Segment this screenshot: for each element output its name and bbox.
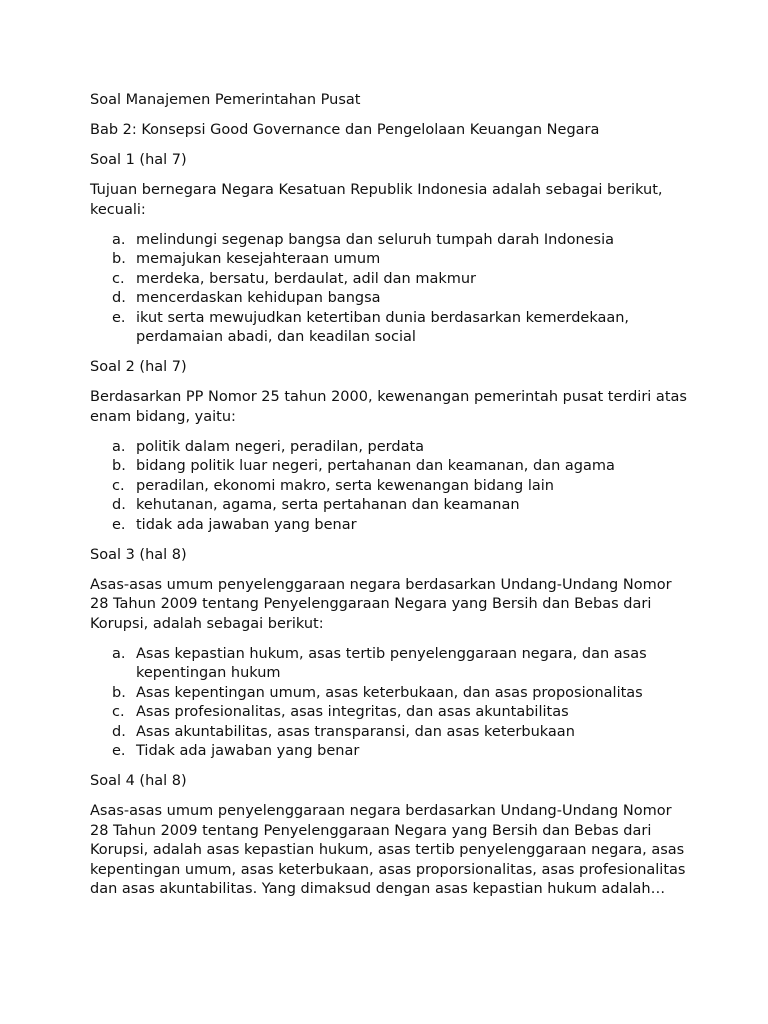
option-text: ikut serta mewujudkan ketertiban dunia berdasarkan kemerdekaan, perdamaian abadi, dan keadilan social [136,309,630,345]
option-text: merdeka, bersatu, berdaulat, adil dan makmur [136,270,476,287]
question-prompt: Asas-asas umum penyelenggaraan negara berdasarkan Undang-Undang Nomor 28 Tahun 2009 tentang Penyelenggaraan Negara yang Bersih dan Bebas dari Korupsi, adalah sebagai berikut: [90,576,672,632]
option-text: mencerdaskan kehidupan bangsa [136,290,381,306]
option-marker: d. [112,497,126,513]
option-marker: e. [112,309,126,326]
answer-option [90,703,690,723]
option-marker: b. [112,684,126,701]
option-text: peradilan, ekonomi makro, serta kewenangan bidang lain [136,477,554,494]
answer-option [90,250,690,270]
answer-option [90,231,690,251]
option-text: Asas kepentingan umum, asas keterbukaan, dan asas proposionalitas [136,684,643,701]
option-marker: c. [112,270,125,287]
answer-option [90,496,690,516]
option-text: kehutanan, agama, serta pertahanan dan keamanan [136,497,520,513]
option-marker: a. [112,645,126,662]
option-marker: a. [112,231,126,248]
option-marker: a. [112,438,126,455]
document-title: Soal Manajemen Pemerintahan Pusat [90,92,361,108]
option-text: melindungi segenap bangsa dan seluruh tumpah darah Indonesia [136,231,615,248]
option-marker: e. [112,516,126,533]
option-marker: c. [112,477,125,494]
question-prompt: Asas-asas umum penyelenggaraan negara berdasarkan Undang-Undang Nomor 28 Tahun 2009 tentang Penyelenggaraan Negara yang Bersih dan Bebas dari Korupsi, adalah asas kepastian hukum, asas tertib penyelenggaraan negara, asas kepentingan umum, asas keterbukaan, asas proporsionalitas, asas profesionalitas dan asas akuntabilitas. Yang dimaksud dengan asas kepastian hukum adalah… [90,803,686,897]
answer-option [90,723,690,743]
question-heading: Soal 4 (hal 8) [90,773,187,789]
option-text: Tidak ada jawaban yang benar [136,743,360,759]
answer-option [90,289,690,309]
answer-options [90,438,690,536]
question-heading: Soal 2 (hal 7) [90,359,187,375]
answer-options [90,231,690,348]
answer-option [90,477,690,497]
answer-option [90,270,690,290]
answer-option [90,457,690,477]
option-marker: c. [112,704,125,720]
answer-option [90,684,690,704]
question-prompt: Berdasarkan PP Nomor 25 tahun 2000, kewenangan pemerintah pusat terdiri atas enam bidang, yaitu: [90,389,687,425]
option-text: tidak ada jawaban yang benar [136,516,357,533]
answer-option [90,438,690,458]
option-marker: d. [112,723,126,740]
option-text: Asas profesionalitas, asas integritas, dan asas akuntabilitas [136,704,569,720]
document-page [90,91,690,910]
option-text: politik dalam negeri, peradilan, perdata [136,438,425,455]
answer-option [90,516,690,536]
answer-option [90,309,690,348]
option-text: memajukan kesejahteraan umum [136,251,381,267]
option-text: Asas kepastian hukum, asas tertib penyelenggaraan negara, dan asas kepentingan hukum [136,645,647,681]
option-marker: b. [112,458,126,474]
question-prompt: Tujuan bernegara Negara Kesatuan Republik Indonesia adalah sebagai berikut, kecuali: [90,182,663,218]
answer-option [90,645,690,684]
question-heading: Soal 1 (hal 7) [90,152,187,168]
option-text: bidang politik luar negeri, pertahanan dan keamanan, dan agama [136,458,615,474]
question-list [90,151,690,900]
option-text: Asas akuntabilitas, asas transparansi, dan asas keterbukaan [136,723,575,740]
option-marker: b. [112,251,126,267]
answer-options [90,645,690,762]
question-heading: Soal 3 (hal 8) [90,546,187,563]
option-marker: d. [112,290,126,306]
answer-option [90,742,690,762]
chapter-heading: Bab 2: Konsepsi Good Governance dan Pengelolaan Keuangan Negara [90,122,600,138]
option-marker: e. [112,743,126,759]
